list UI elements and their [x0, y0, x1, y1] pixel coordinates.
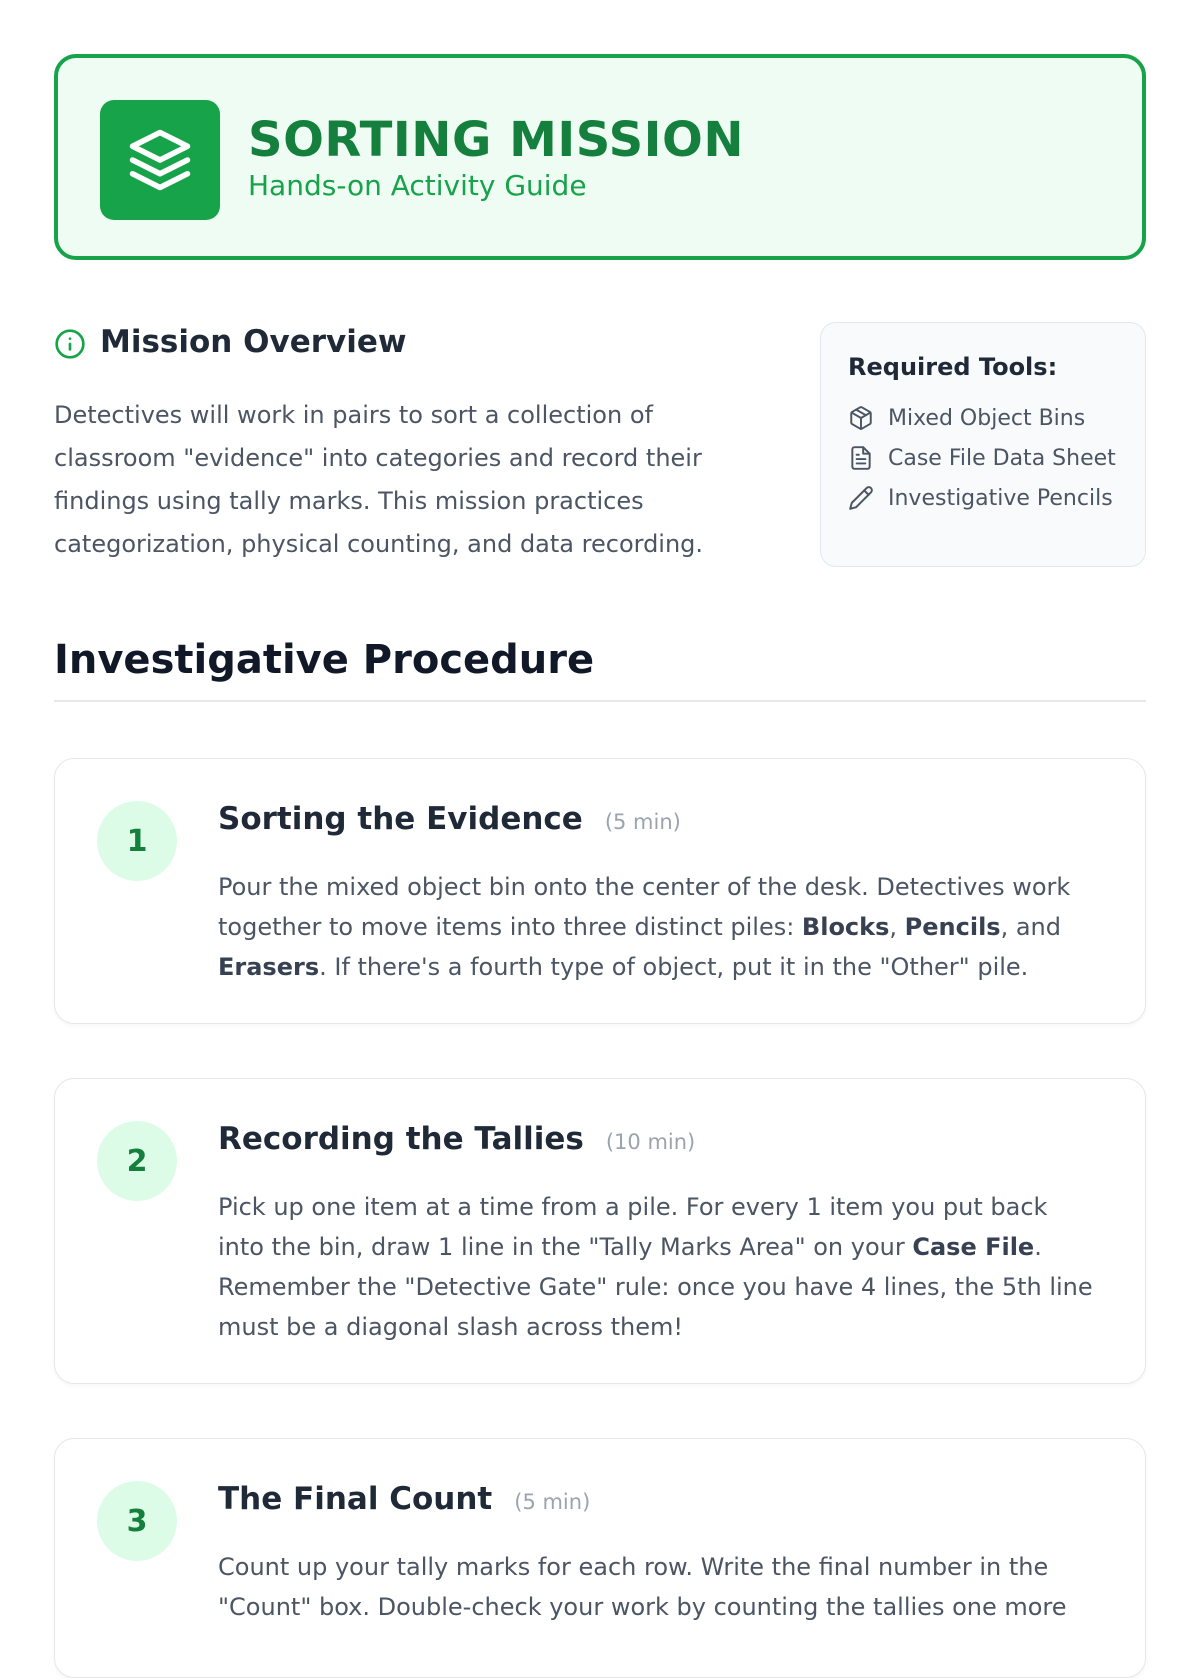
tool-label: Mixed Object Bins [888, 405, 1086, 431]
step-number-badge: 2 [97, 1121, 177, 1201]
step-description: Pick up one item at a time from a pile. For every 1 item you put back into the bin, draw 1 line in the "Tally Marks Area" on your Case File. Remember the "Detective Gate" rule: once you have 4 lines, the 5th line must be a diagonal slash across them! [218, 1193, 1093, 1341]
step-card [54, 758, 1146, 1024]
tool-item [848, 445, 1116, 471]
layers-icon [100, 100, 220, 220]
step-title: Recording the Tallies [218, 1121, 584, 1157]
header-banner [54, 54, 1146, 260]
procedure-heading: Investigative Procedure [54, 637, 595, 683]
step-card [54, 1438, 1146, 1678]
tools-title: Required Tools: [848, 353, 1058, 381]
step-title: The Final Count [218, 1481, 493, 1517]
page-title: SORTING MISSION [248, 112, 745, 168]
tool-label: Case File Data Sheet [888, 445, 1116, 471]
info-icon [54, 328, 86, 360]
page-subtitle: Hands-on Activity Guide [248, 169, 587, 202]
document-icon [848, 445, 874, 471]
step-duration: (10 min) [605, 1130, 696, 1154]
emphasis-text: Pencils [904, 913, 1001, 941]
step-duration: (5 min) [604, 810, 681, 834]
step-duration: (5 min) [514, 1490, 591, 1514]
step-description: Count up your tally marks for each row. Write the final number in the "Count" box. Double-check your work by counting the tallies one more [218, 1553, 1067, 1621]
tool-item [848, 485, 1113, 511]
box-icon [848, 405, 874, 431]
step-card [54, 1078, 1146, 1384]
emphasis-text: Erasers [218, 953, 320, 981]
step-number-badge: 1 [97, 801, 177, 881]
divider [54, 700, 1146, 702]
overview-text: Detectives will work in pairs to sort a collection of classroom "evidence" into categories and record their findings using tally marks. This mission practices categorization, physical counting, and data recording. [54, 401, 704, 558]
required-tools-box [820, 322, 1146, 567]
pencil-icon [848, 485, 874, 511]
overview-heading: Mission Overview [100, 324, 407, 360]
emphasis-text: Blocks [801, 913, 890, 941]
emphasis-text: Case File [912, 1233, 1035, 1261]
step-description: Pour the mixed object bin onto the center of the desk. Detectives work together to move items into three distinct piles: Blocks, Pencils, and Erasers. If there's a fourth type of object, put it in the "Other" pile. [218, 873, 1071, 981]
step-number-badge: 3 [97, 1481, 177, 1561]
tool-label: Investigative Pencils [888, 485, 1113, 511]
step-title: Sorting the Evidence [218, 801, 583, 837]
tool-item [848, 405, 1085, 431]
